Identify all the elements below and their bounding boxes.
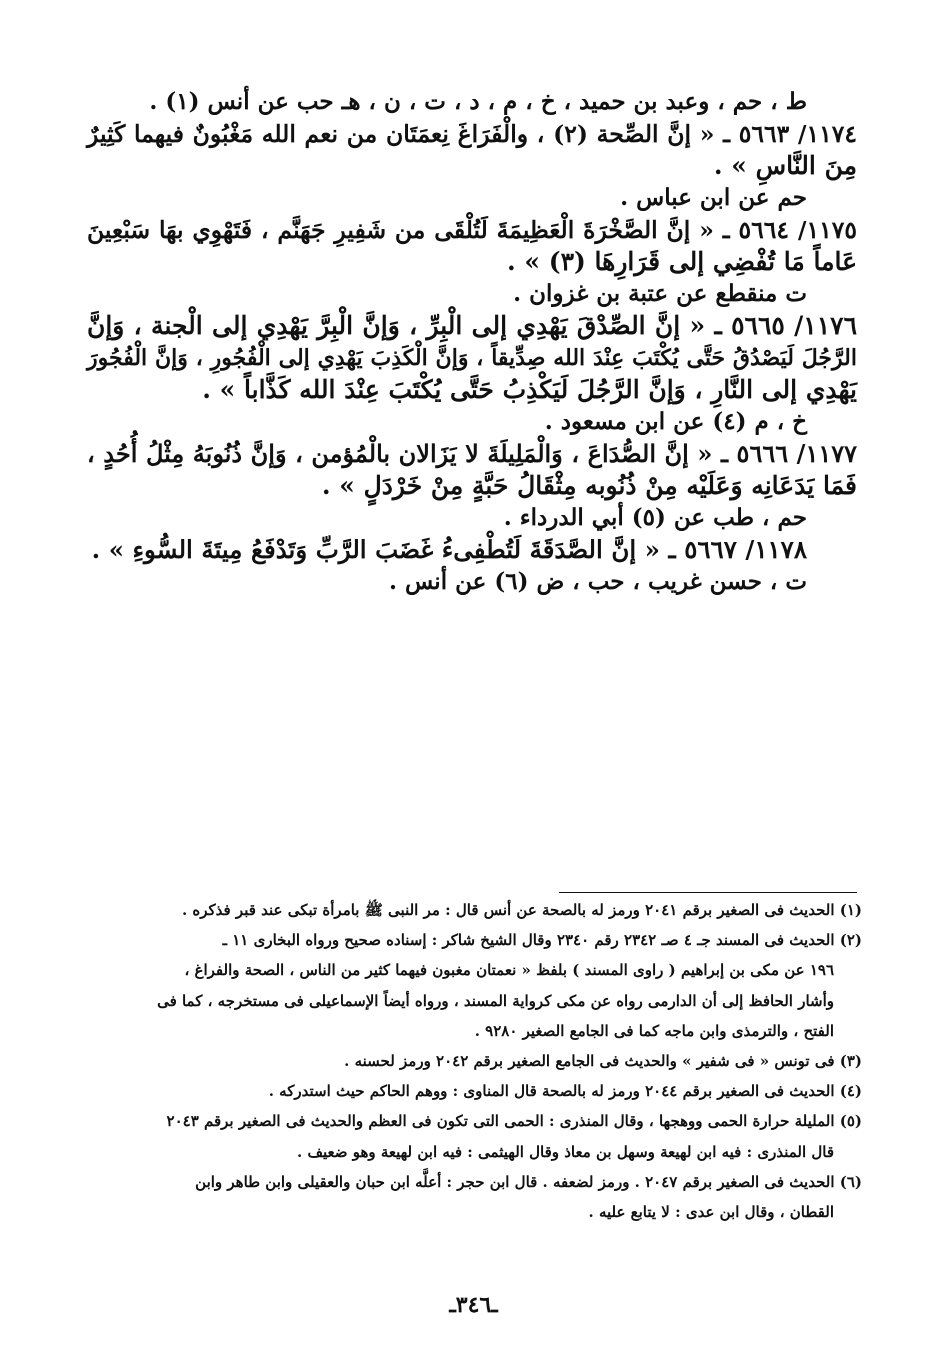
source-line: ت ، حسن غريب ، حب ، ض (٦) عن أنس .	[388, 568, 807, 595]
footnote-2-continued: ١٩٦ عن مكى بن إبراهيم ( راوى المسند ) بلفظ « نعمتان مغبون فيهما كثير من الناس ، الصحة والفراغ ،	[184, 961, 834, 980]
hadith-1176-line-3: يَهْدِي إلى النَّارِ ، وَإنَّ الرَّجُلَ لَيَكْذِبُ حَتَّى يُكْتَبَ عِنْدَ الله كَذَّاباً » .	[202, 375, 857, 404]
hadith-1174-line-2: مِنَ النَّاسِ » .	[713, 151, 857, 180]
footnote-1: (١) الحديث فى الصغير برقم ٢٠٤١ ورمز له بالصحة عن أنس قال : مر النبى ﷺ بامرأة تبكى عند قبر فذكره .	[181, 901, 862, 919]
footnote-5: (٥) المليلة حرارة الحمى ووهجها ، وقال المنذرى : الحمى التى تكون فى العظم والحديث فى الصغير برقم ٢٠٤٣	[166, 1112, 862, 1131]
source-line: حم عن ابن عباس .	[620, 184, 807, 211]
page-number: ـ٣٤٦ـ	[449, 1292, 498, 1318]
footnote-2: (٢) الحديث فى المسند جـ ٤ صـ ٢٣٤٢ رقم ٢٣٤٠ وقال الشيخ شاكر : إسناده صحيح ورواه البخارى ١١ ـ	[222, 931, 862, 950]
hadith-1175-line-2: عَاماً مَا تُفْضِي إلى قَرَارِهَا (٣) » .	[507, 247, 857, 276]
footnote-4: (٤) الحديث فى الصغير برقم ٢٠٤٤ ورمز له بالصحة قال المناوى : ووهم الحاكم حيث استدركه .	[268, 1082, 862, 1101]
footnote-2-continued: وأشار الحافظ إلى أن الدارمى رواه عن مكى كرواية المسند ، ورواه أيضاً الإسماعيلى فى مستخرجه ، كما فى	[157, 991, 834, 1010]
hadith-1176-line-1: ١١٧٦/ ٥٦٦٥ ـ « إنَّ الصِّدْقَ يَهْدِي إلى الْبِرِّ ، وَإنَّ الْبِرَّ يَهْدِي إلى الْجنة ، وَإنَّ	[87, 311, 858, 340]
footnote-3: (٣) فى تونس « فى شفير » والحديث فى الجامع الصغير برقم ٢٠٤٢ ورمز لحسنه .	[344, 1052, 862, 1071]
hadith-1177-line-2: فَمَا يَدَعَانِه وَعَلَيْه مِنْ ذُنُوبه مِثْقَالُ حَبَّةٍ مِنْ خَرْدَلٍ » .	[321, 471, 857, 500]
hadith-1174-line-1: ١١٧٤/ ٥٦٦٣ ـ « إنَّ الصِّحة (٢) ، والْفَرَاغَ نِعمَتَان من نعم الله مَغْبُونٌ فيهما كَثِيرٌ	[87, 120, 857, 148]
source-line: حم ، طب عن (٥) أبي الدرداء .	[503, 504, 807, 531]
source-line: خ ، م (٤) عن ابن مسعود .	[544, 408, 807, 435]
footnote-6-continued: القطان ، وقال ابن عدى : لا يتابع عليه .	[588, 1203, 834, 1222]
footnote-2-continued: الفتح ، والترمذى وابن ماجه كما فى الجامع الصغير ٩٢٨٠ .	[474, 1021, 834, 1040]
hadith-1175-line-1: ١١٧٥/ ٥٦٦٤ ـ « إنَّ الصَّخْرَةَ الْعَظِيمَةَ لَتُلْقَى من شَفِيرِ جَهَنَّم ، فَتَهْوِي بهَا سَبْعِينَ	[87, 216, 857, 244]
hadith-1177-line-1: ١١٧٧/ ٥٦٦٦ ـ « إنَّ الصُّدَاعَ ، وَالْمَلِيلَةَ لا يَزَالان بالْمُؤمن ، وَإنَّ ذُنُوبَهُ مِثْلُ أُحُدٍ ،	[87, 439, 857, 468]
footnotes	[82, 895, 862, 1227]
hadith-1178-line-1: ١١٧٨/ ٥٦٦٧ ـ « إنَّ الصَّدَقَةَ لَتُطْفِىءُ غَضَبَ الرَّبِّ وَتَدْفَعُ مِيتَةَ السُّوءِ » .	[91, 535, 807, 564]
footnote-6: (٦) الحديث فى الصغير برقم ٢٠٤٧ . ورمز لضعفه . قال ابن حجر : أعلَّه ابن حبان والعقيلى وابن طاهر وابن	[195, 1172, 862, 1191]
footnote-5-continued: قال المنذرى : فيه ابن لهيعة وسهل بن معاذ وقال الهيثمى : فيه ابن لهيعة وهو ضعيف .	[297, 1142, 834, 1161]
source-line: ت منقطع عن عتبة بن غزوان .	[513, 280, 807, 307]
source-line: ط ، حم ، وعبد بن حميد ، خ ، م ، د ، ت ، ن ، هـ حب عن أنس (١) .	[149, 88, 807, 115]
hadith-1176-line-2: الرَّجُلَ لَيَصْدُقُ حَتَّى يُكْتَبَ عِنْدَ الله صِدِّيقاً ، وَإنَّ الْكَذِبَ يَهْدِي إلى الْفُجُورِ ، وَإنَّ الْفُجُورَ	[87, 345, 857, 371]
footnote-separator	[559, 892, 857, 893]
main-text	[87, 86, 857, 598]
